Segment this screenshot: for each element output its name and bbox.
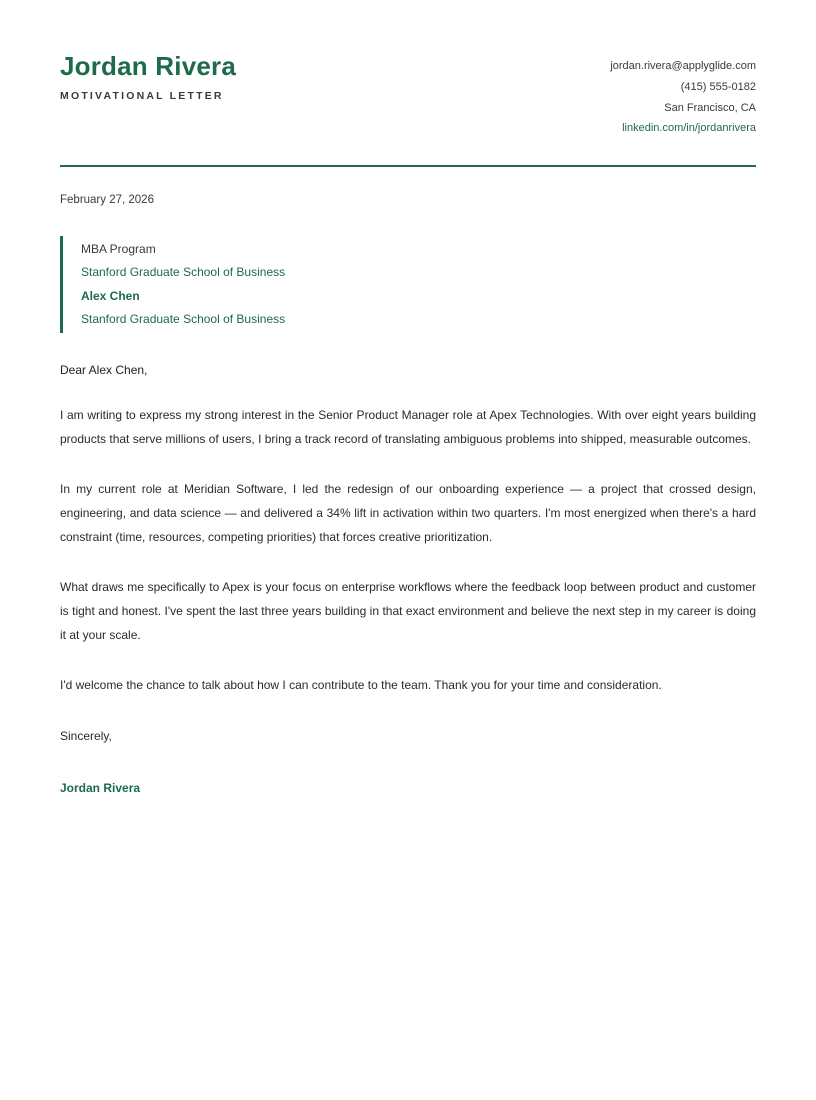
letter-paragraph-2: In my current role at Meridian Software, I led the redesign of our onboarding experience — a project that crossed design, engineering, and data science — and delivered a 34% lift in activation within two quarters. I'm most energized when there's a hard constraint (time, resources, competing priorities) that forces creative prioritization.: [60, 482, 756, 545]
letter-closing: Sincerely,: [60, 729, 112, 744]
header-identity: [60, 48, 236, 102]
letter-header: [60, 40, 756, 139]
recipient-contact-name: Alex Chen: [81, 288, 140, 303]
contact-location: San Francisco, CA: [664, 101, 756, 114]
letter-paragraph-3: What draws me specifically to Apex is your focus on enterprise workflows where the feedback loop between product and customer is tight and honest. I've spent the last three years building in that exact environment and believe the next step in my career is doing it at your scale.: [60, 580, 756, 643]
sender-name: Jordan Rivera: [60, 51, 237, 81]
recipient-program: MBA Program: [81, 242, 156, 257]
letter-date: February 27, 2026: [60, 194, 154, 207]
contact-linkedin-link[interactable]: linkedin.com/in/jordanrivera: [622, 122, 756, 135]
document-subtitle: MOTIVATIONAL LETTER: [60, 89, 224, 102]
recipient-block: [60, 236, 756, 333]
letter-salutation: Dear Alex Chen,: [60, 363, 148, 378]
recipient-contact-org: Stanford Graduate School of Business: [81, 312, 286, 327]
contact-phone: (415) 555-0182: [680, 80, 756, 93]
letter-paragraph-1: I am writing to express my strong interest in the Senior Product Manager role at Apex Technologies. With over eight years building products that serve millions of users, I bring a track record of translating ambiguous problems into shipped, measurable outcomes.: [60, 408, 756, 447]
header-divider: [60, 165, 756, 167]
contact-email: jordan.rivera@applyglide.com: [610, 60, 756, 72]
letter-signature: Jordan Rivera: [60, 781, 141, 796]
recipient-institution: Stanford Graduate School of Business: [81, 265, 286, 280]
contact-block: [610, 48, 756, 139]
letter-paragraph-4: I'd welcome the chance to talk about how I can contribute to the team. Thank you for your time and consideration.: [60, 678, 662, 693]
